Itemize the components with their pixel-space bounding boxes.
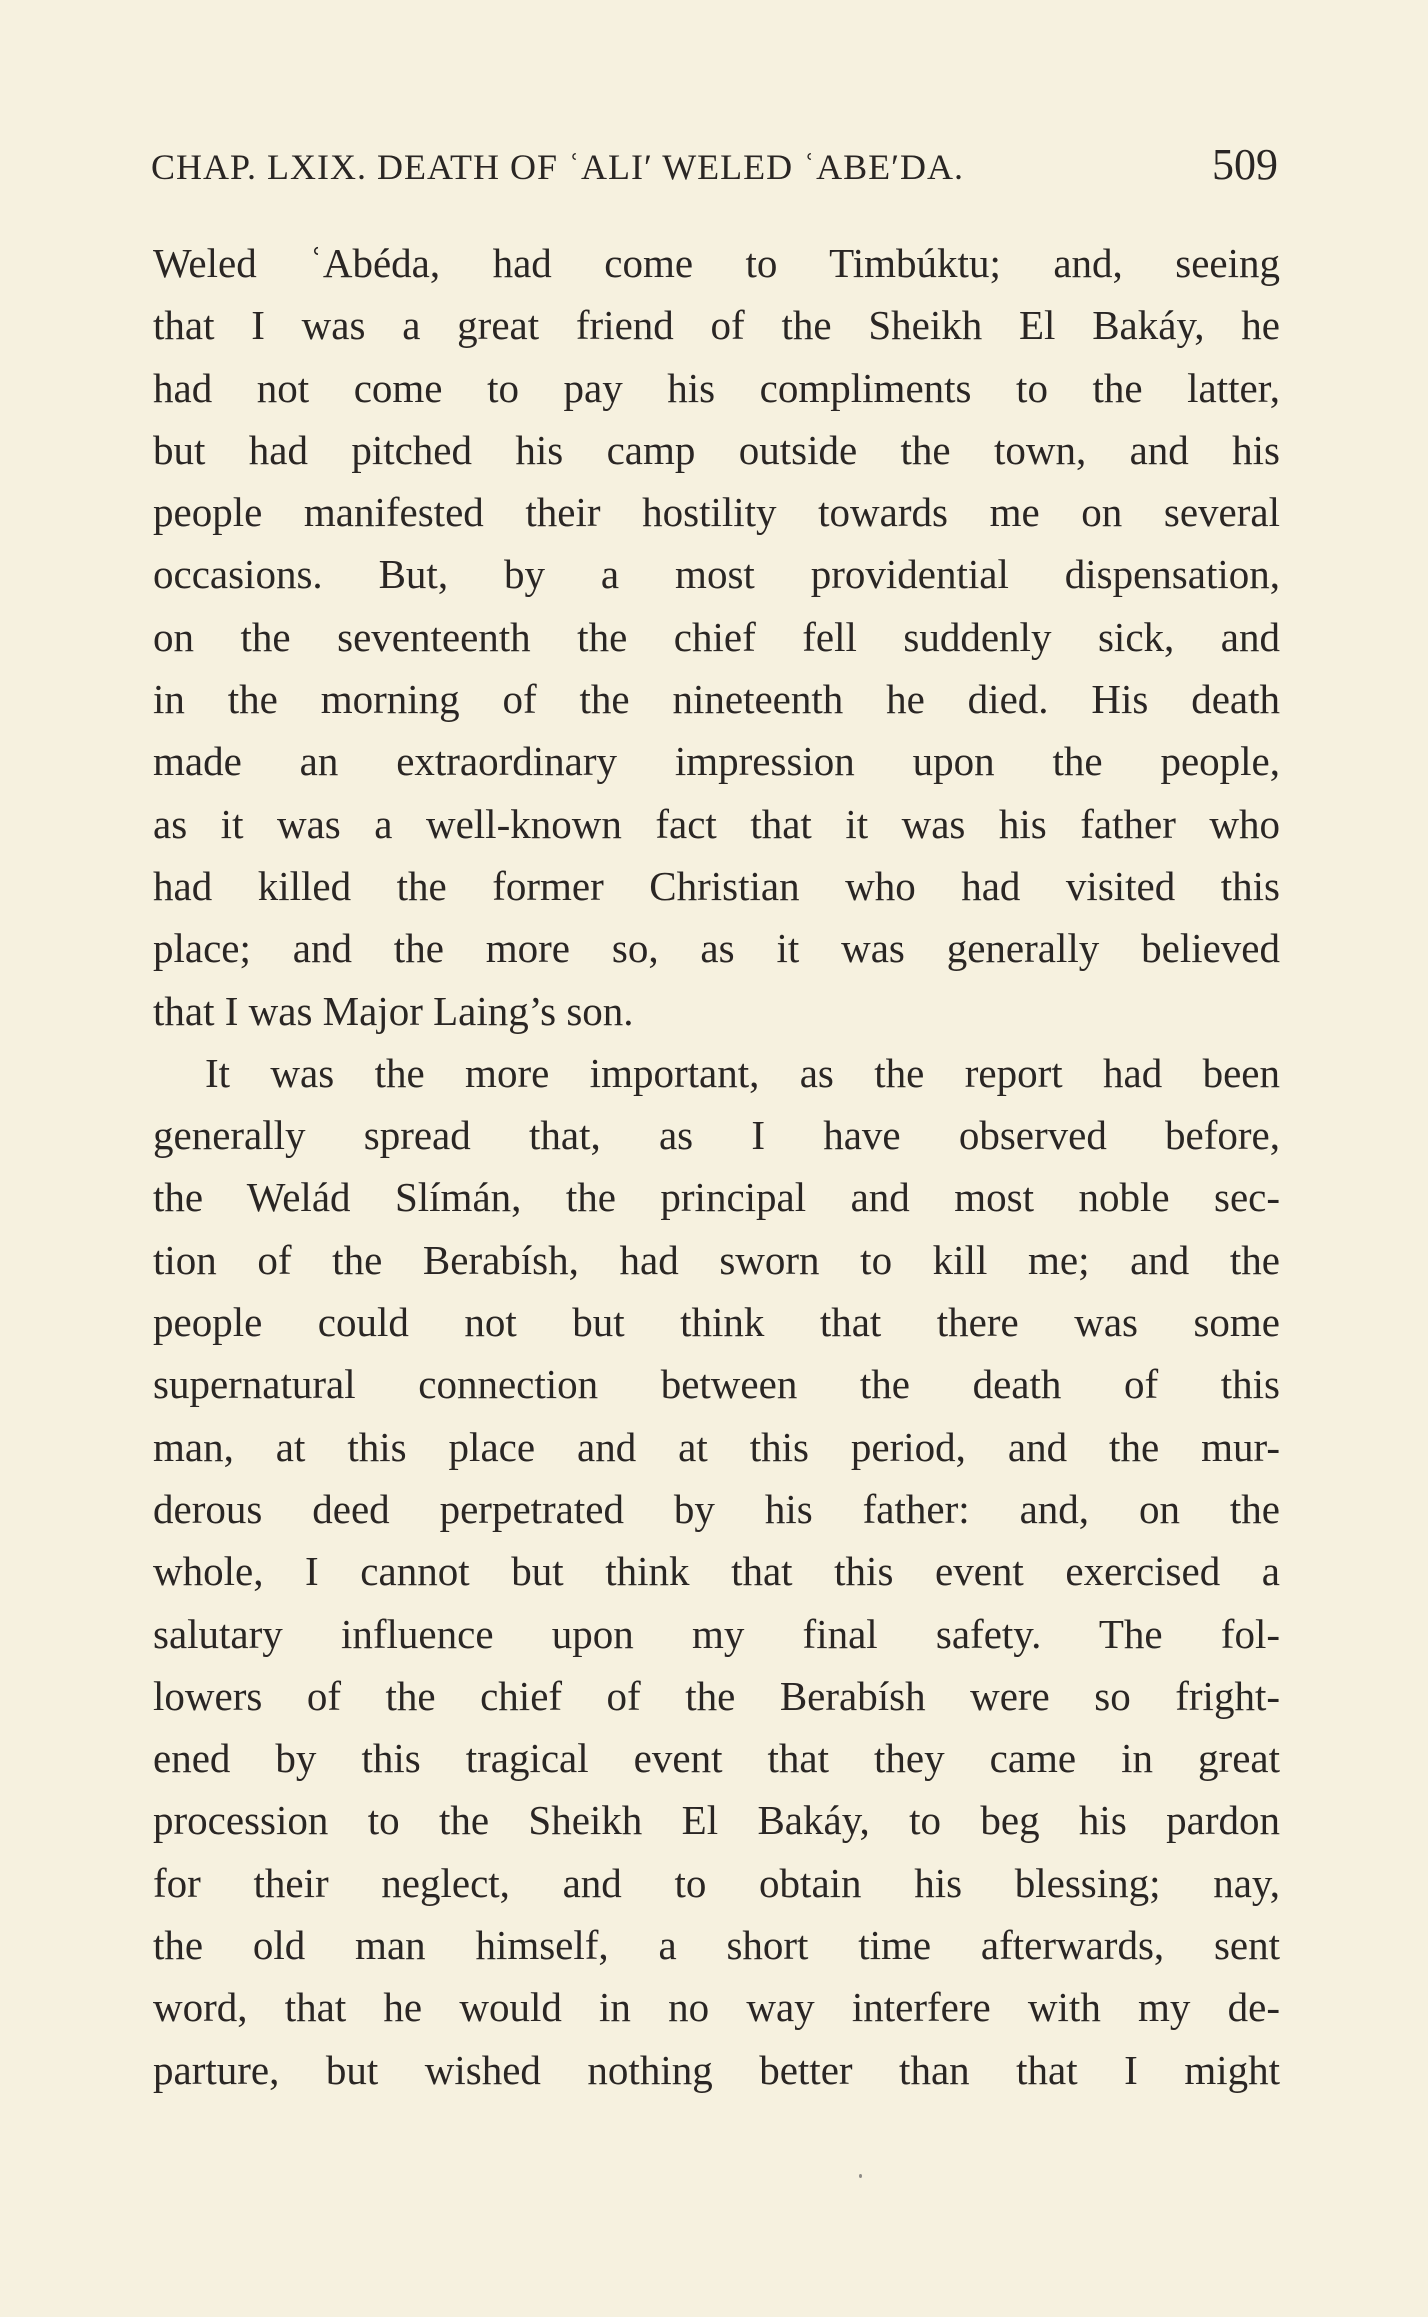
text-line: man, at this place and at this period, and the mur- (153, 1423, 1280, 1470)
text-line: ened by this tragical event that they came in great (153, 1735, 1280, 1782)
ink-speck (859, 2174, 862, 2178)
text-line: procession to the Sheikh El Bakáy, to beg his pardon (153, 1797, 1280, 1844)
text-line: supernatural connection between the death of this (153, 1361, 1280, 1408)
text-line: place; and the more so, as it was generally believed (153, 925, 1280, 972)
page-number: 509 (1212, 140, 1278, 189)
text-line: word, that he would in no way interfere with my de- (153, 1984, 1280, 2031)
text-line: people manifested their hostility towards me on several (153, 489, 1280, 536)
text-line: tion of the Berabísh, had sworn to kill me; and the (153, 1236, 1280, 1283)
text-line: people could not but think that there was some (153, 1299, 1280, 1346)
text-line: salutary influence upon my final safety. The fol- (153, 1610, 1280, 1657)
text-line: the old man himself, a short time afterwards, sent (153, 1922, 1280, 1969)
text-line: derous deed perpetrated by his father: and, on the (153, 1485, 1280, 1532)
text-line: on the seventeenth the chief fell suddenly sick, and (153, 613, 1280, 660)
text-line: generally spread that, as I have observed before, (153, 1112, 1280, 1159)
page-header (151, 139, 1278, 199)
running-head: CHAP. LXIX. DEATH OF ʿALIʹ WELED ʿABEʹDA. (151, 147, 965, 187)
text-line: had killed the former Christian who had visited this (153, 862, 1280, 909)
text-line: that I was Major Laing’s son. (153, 987, 634, 1034)
text-line: made an extraordinary impression upon the people, (153, 738, 1280, 785)
text-line: occasions. But, by a most providential dispensation, (153, 551, 1280, 598)
body-text (153, 232, 1280, 2101)
text-line: the Welád Slímán, the principal and most noble sec- (153, 1174, 1280, 1221)
text-line: lowers of the chief of the Berabísh were so fright- (153, 1672, 1280, 1719)
text-line: as it was a well-known fact that it was his father who (153, 800, 1280, 847)
text-line: for their neglect, and to obtain his blessing; nay, (153, 1859, 1280, 1906)
text-line: in the morning of the nineteenth he died. His death (153, 676, 1280, 723)
text-line: Weled ʿAbéda, had come to Timbúktu; and, seeing (153, 240, 1280, 286)
text-line: but had pitched his camp outside the town, and his (153, 426, 1280, 473)
text-line: parture, but wished nothing better than that I might (153, 2046, 1280, 2093)
text-line: had not come to pay his compliments to the latter, (153, 364, 1280, 411)
text-line: It was the more important, as the report had been (205, 1049, 1280, 1096)
text-line: whole, I cannot but think that this event exercised a (153, 1548, 1280, 1595)
text-line: that I was a great friend of the Sheikh El Bakáy, he (153, 302, 1280, 349)
